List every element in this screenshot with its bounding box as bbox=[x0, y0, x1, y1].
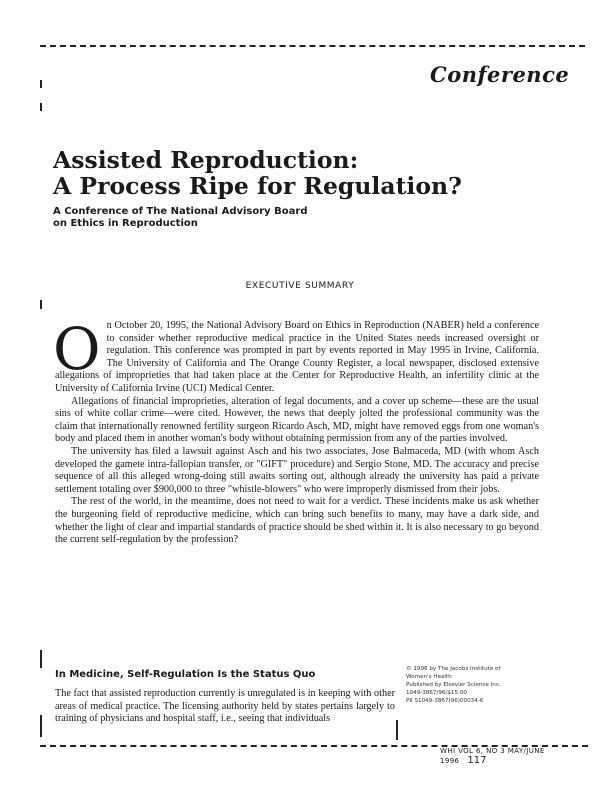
paragraph: Allegations of financial improprieties, alteration of legal documents, and a cover up scheme—these are the usual sins of white collar crime—were cited. However, the news that deeply jolted the professional community was the claim that internationally renowned fertility surgeon Ricardo Asch, MD, might have removed eggs from one woman's body and placed them in another woman's body without obtaining permission from any of the parties involved. bbox=[55, 395, 539, 445]
executive-summary-heading: EXECUTIVE SUMMARY bbox=[245, 281, 355, 291]
copyright-line: 1049-3867/96/$15.00 bbox=[406, 690, 467, 696]
margin-tick bbox=[40, 103, 42, 111]
copyright-line: Published by Elsevier Science Inc. bbox=[406, 682, 501, 688]
copyright-notice bbox=[406, 665, 546, 705]
page-number: 117 bbox=[467, 755, 487, 766]
subtitle-line-1: A Conference of The National Advisory Board bbox=[53, 206, 308, 217]
paragraph: The university has filed a lawsuit against Asch and his two associates, Jose Balmaceda, MD (with whom Asch developed the gamete intra-fallopian transfer, or "GIFT" procedure) and Sergio Stone, MD. The accuracy and precise sequence of all this alleged wrong-doing still awaits sorting out, although already the university has paid a private settlement totaling over $900,000 to three "whistle-blowers" who were improperly dismissed from their jobs. bbox=[55, 445, 539, 495]
footer-journal: WHI VOL 6, NO 3 MAY/JUNE 1996 bbox=[440, 747, 545, 765]
subtitle-line-2: on Ethics in Reproduction bbox=[53, 218, 198, 229]
section-subheading: In Medicine, Self-Regulation Is the Status Quo bbox=[55, 669, 316, 680]
title-line-1: Assisted Reproduction: bbox=[53, 146, 359, 174]
margin-tick bbox=[40, 715, 42, 737]
copyright-line: Women's Health bbox=[406, 674, 452, 680]
top-rule bbox=[40, 45, 585, 47]
paragraph: On October 20, 1995, the National Advisory Board on Ethics in Reproduction (NABER) held a conference to consider whether reproductive medical practice in the United States needs increased oversight or regulation. This conference was prompted in part by events reported in May 1995 in Irvine, California. The University of California and The Orange County Register, a local newspaper, disclosed extensive allegations of improprieties that had taken place at the Center for Reproductive Health, an infertility clinic at the University of California Irvine (UCI) Medical Center. bbox=[53, 315, 539, 394]
article-title bbox=[53, 147, 473, 199]
margin-tick bbox=[40, 80, 42, 88]
paragraph: The rest of the world, in the meantime, does not need to wait for a verdict. These incidents make us ask whether the burgeoning field of reproductive medicine, which can bring such benefits to many, may have a dark side, and whether the light of clear and impartial standards of practice should be shed within it. It is also necessary to go beyond the current self-regulation by the profession? bbox=[55, 496, 539, 546]
section-label: Conference bbox=[430, 62, 570, 87]
margin-tick bbox=[40, 650, 42, 668]
margin-tick bbox=[40, 300, 42, 309]
margin-tick bbox=[396, 720, 398, 740]
title-line-2: A Process Ripe for Regulation? bbox=[53, 172, 462, 200]
section-body: The fact that assisted reproduction currently is unregulated is in keeping with other areas of medical practice. The licensing authority held by states pertains largely to training of physicians and hospital staff, i.e., seeing that individuals bbox=[55, 688, 395, 725]
article-subtitle bbox=[53, 206, 453, 230]
drop-cap: O bbox=[53, 315, 101, 383]
article-body bbox=[53, 315, 539, 547]
copyright-line: PII S1049-3867(96)00034-6 bbox=[406, 698, 484, 704]
copyright-line: © 1996 by The Jacobs Institute of bbox=[406, 666, 501, 672]
page-footer bbox=[440, 747, 570, 766]
